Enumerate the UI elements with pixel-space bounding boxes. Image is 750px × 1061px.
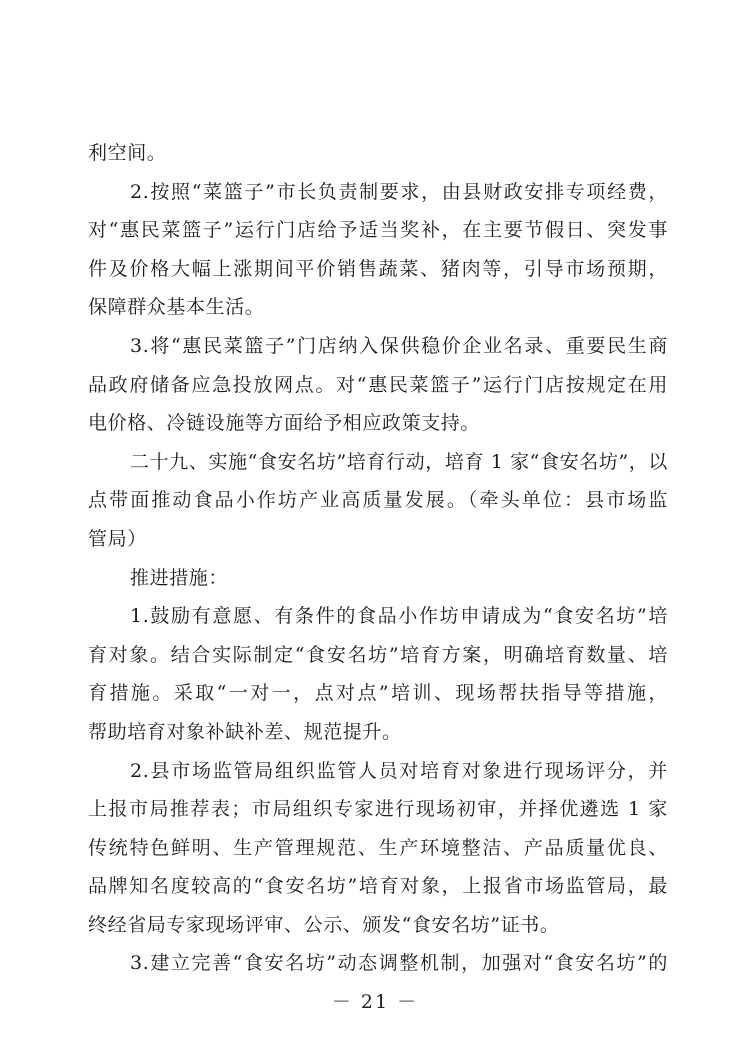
- text-line: 传统特色鲜明、生产管理规范、生产环境整洁、产品质量优良、: [88, 836, 668, 859]
- text-line: 推进措施：: [130, 566, 229, 589]
- text-line: 2.按照“菜篮子”市长负责制要求，由县财政安排专项经费，: [130, 180, 668, 203]
- text-line: 管局）: [88, 527, 147, 550]
- text-line: 件及价格大幅上涨期间平价销售蔬菜、猪肉等，引导市场预期，: [88, 257, 668, 280]
- text-line: 点带面推动食品小作坊产业高质量发展。（牵头单位：县市场监: [88, 489, 668, 512]
- text-line: 上报市局推荐表；市局组织专家进行现场初审，并择优遴选 1 家: [88, 798, 668, 821]
- text-line: 3.将“惠民菜篮子”门店纳入保供稳价企业名录、重要民生商: [130, 334, 668, 357]
- page-number: － 21 －: [331, 991, 419, 1013]
- text-line: 品政府储备应急投放网点。对“惠民菜篮子”运行门店按规定在用: [88, 373, 668, 396]
- body-text: [88, 134, 668, 983]
- text-line: 对“惠民菜篮子”运行门店给予适当奖补，在主要节假日、突发事: [88, 219, 668, 242]
- text-line: 二十九、实施“食安名坊”培育行动，培育 1 家“食安名坊”，以: [130, 450, 668, 473]
- text-line: 2.县市场监管局组织监管人员对培育对象进行现场评分，并: [130, 759, 668, 782]
- text-line: 育措施。采取“一对一，点对点”培训、现场帮扶指导等措施，: [88, 682, 668, 705]
- text-line: 育对象。结合实际制定“食安名坊”培育方案，明确培育数量、培: [88, 643, 668, 666]
- text-line: 1.鼓励有意愿、有条件的食品小作坊申请成为“食安名坊”培: [130, 605, 668, 628]
- text-line: 帮助培育对象补缺补差、规范提升。: [88, 720, 402, 743]
- text-line: 保障群众基本生活。: [88, 296, 265, 319]
- text-line: 品牌知名度较高的“食安名坊”培育对象，上报省市场监管局，最: [88, 875, 668, 898]
- text-line: 终经省局专家现场评审、公示、颁发“食安名坊”证书。: [88, 913, 560, 936]
- text-line: 电价格、冷链设施等方面给予相应政策支持。: [88, 412, 481, 435]
- text-line: 3.建立完善“食安名坊”动态调整机制，加强对“食安名坊”的: [130, 952, 668, 975]
- text-line: 利空间。: [88, 142, 167, 164]
